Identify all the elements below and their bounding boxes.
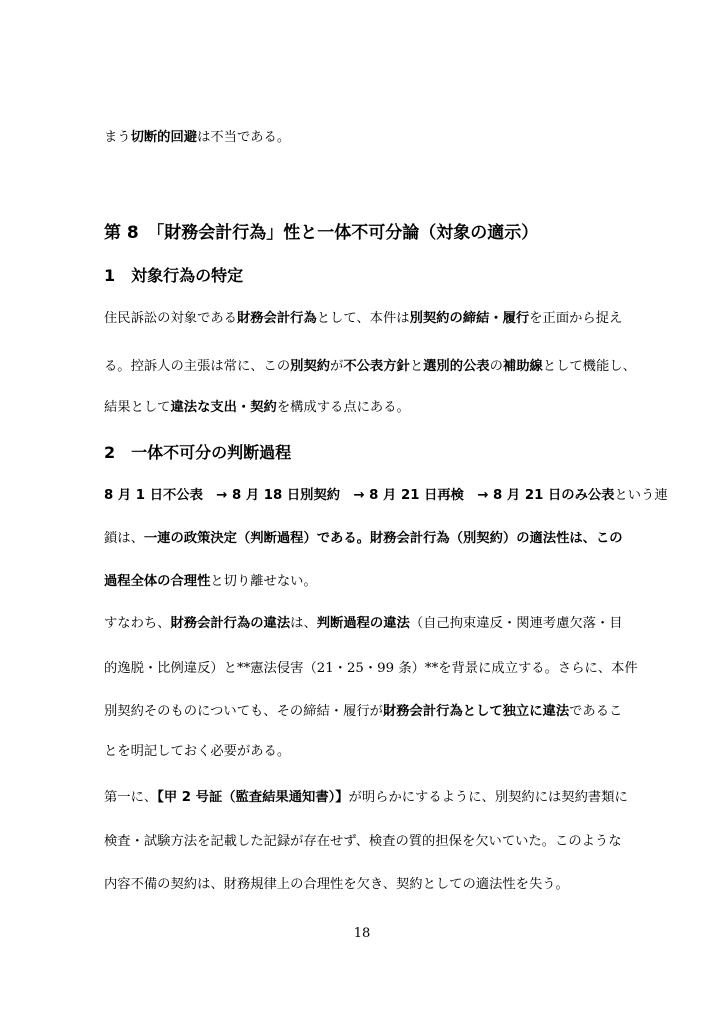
text-run: と切り離せない。 — [210, 574, 317, 589]
text-run: 住民訴訟の対象である — [104, 311, 237, 326]
text-run: として機能し、 — [542, 359, 636, 374]
text-run: は、 — [290, 616, 317, 631]
text-run: が明らかにするように、別契約には契約書類に — [348, 790, 628, 805]
page-number: 18 — [353, 926, 371, 941]
text-line — [104, 572, 317, 592]
text-run: る。控訴人の主張は常に、この — [104, 359, 291, 374]
bold-text-run: 一連の政策決定（判断過程）である。財務会計行為（別契約）の適法性は、この — [143, 531, 623, 546]
section-heading: 2 一体不可分の判断過程 — [104, 443, 292, 462]
bold-text-run: 判断過程の違法 — [316, 616, 410, 631]
text-line: 検査・試験方法を記載した記録が存在せず、検査の質的担保を欠いていた。このような — [104, 834, 622, 849]
bold-text-run: 【甲 2 号証（監査結果通知書）】 — [157, 790, 349, 805]
text-run: と — [409, 359, 424, 374]
text-line — [104, 398, 410, 418]
text-line: とを明記しておく必要がある。 — [104, 744, 291, 759]
text-run: が — [330, 359, 344, 374]
text-line — [104, 529, 623, 549]
bold-text-run: 違法な支出・契約 — [170, 400, 277, 415]
text-run: まう — [104, 130, 131, 145]
text-run: を構成する点にある。 — [276, 400, 410, 415]
text-line — [104, 788, 628, 808]
bold-text-run: 切断的回避 — [130, 130, 198, 145]
text-line — [104, 128, 290, 148]
text-run: 結果として — [104, 400, 171, 415]
text-line — [104, 309, 622, 329]
text-run: という連 — [614, 488, 668, 503]
text-line: 的逸脱・比例違反）と**憲法侵害（21・25・99 条）**を背景に成立する。さらに、本件 — [104, 661, 638, 676]
text-run: を正面から捉え — [529, 311, 623, 326]
bold-text-run: 財務会計行為の違法 — [170, 616, 291, 631]
bold-text-run: 過程全体の合理性 — [104, 574, 211, 589]
text-run: 鎖は、 — [104, 531, 144, 546]
text-line — [104, 357, 636, 377]
text-line: 内容不備の契約は、財務規律上の合理性を欠き、契約としての適法性を失う。 — [104, 877, 569, 892]
text-run: すなわち、 — [104, 616, 171, 631]
section-heading: 1 対象行為の特定 — [104, 266, 244, 285]
text-run: は不当である。 — [197, 130, 291, 145]
text-run: として、本件は — [316, 311, 410, 326]
text-run: 別契約そのものについても、その締結・履行が — [104, 704, 383, 719]
bold-text-run: 不公表方針 — [343, 359, 410, 374]
text-run: であるこ — [569, 704, 623, 719]
text-line — [104, 702, 622, 722]
text-run: の — [489, 359, 503, 374]
text-run: 第一に、 — [104, 790, 158, 805]
text-line — [104, 486, 668, 506]
bold-text-run: 別契約の締結・履行 — [409, 311, 530, 326]
text-line — [104, 614, 623, 634]
bold-text-run: 別契約 — [290, 359, 331, 374]
bold-text-run: 財務会計行為 — [236, 311, 317, 326]
bold-text-run: 補助線 — [502, 359, 543, 374]
chapter-heading: 第 8 「財務会計行為」性と一体不可分論（対象の適示） — [104, 223, 539, 243]
bold-text-run: 財務会計行為として独立に違法 — [382, 704, 570, 719]
text-run: （自己拘束違反・関連考慮欠落・目 — [409, 616, 623, 631]
bold-text-run: 8 月 1 日不公表 → 8 月 18 日別契約 → 8 月 21 日再検 → 8 月 21 日のみ公表 — [104, 488, 615, 503]
bold-text-run: 選別的公表 — [423, 359, 490, 374]
